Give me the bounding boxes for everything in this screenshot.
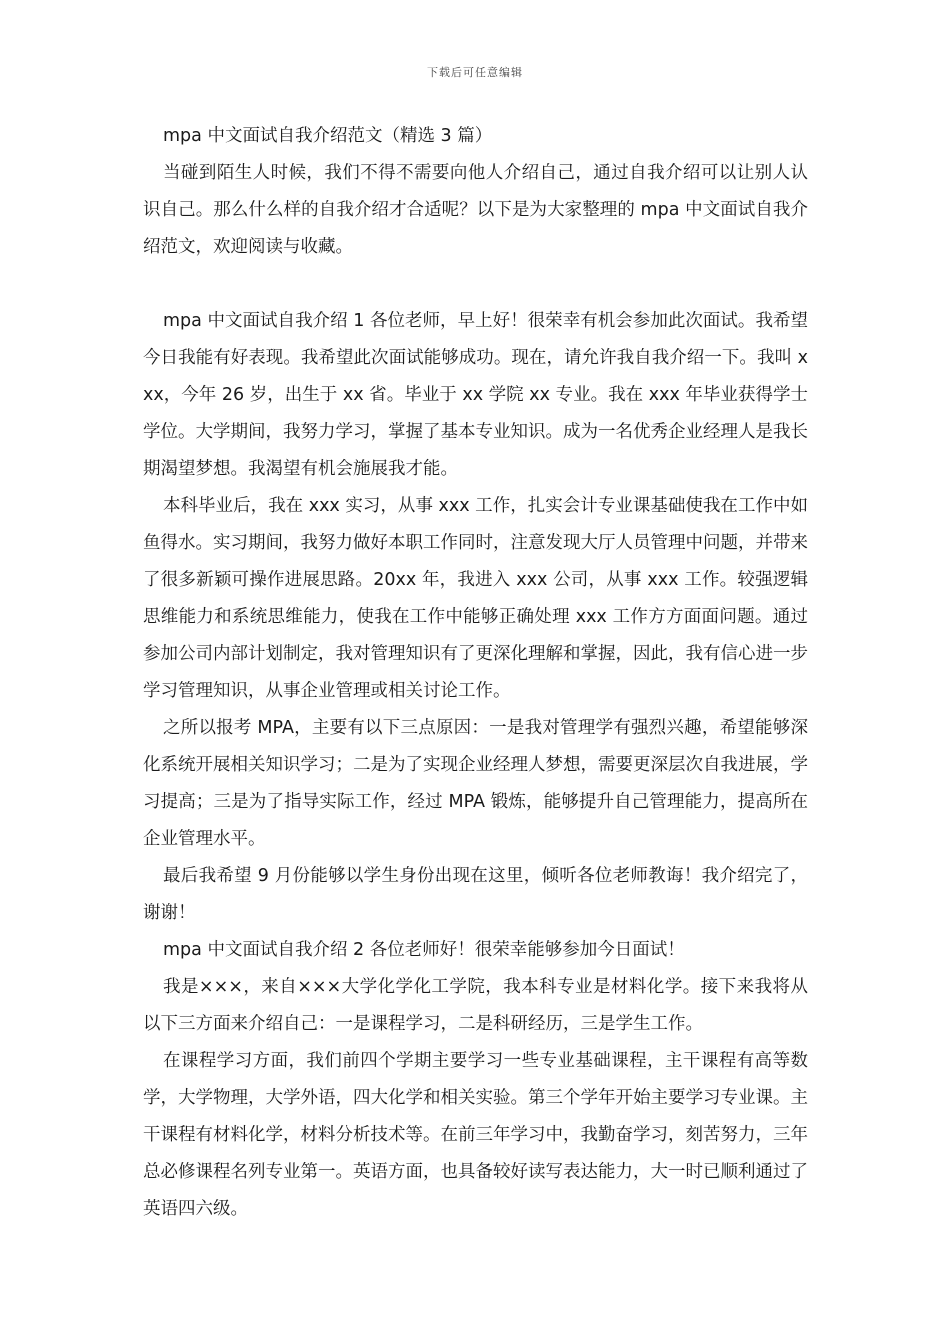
paragraph-intro-2: mpa 中文面试自我介绍 2 各位老师好！很荣幸能够参加今日面试！ — [163, 940, 685, 960]
header-note: 下载后可任意编辑 — [427, 66, 523, 79]
paragraph-mpa-reasons: 之所以报考 MPA，主要有以下三点原因：一是我对管理学有强烈兴趣，希望能够深化系统开展相关知识学习；二是为了实现企业经理人梦想，需要更深层次自我进展，学习提高；三是为了指导实际工作，经过 MPA 锻炼，能够提升自己管理能力，提高所在企业管理水平。 — [143, 718, 808, 849]
blank-line — [143, 266, 808, 303]
document-body — [143, 118, 808, 1228]
paragraph-closing-1: 最后我希望 9 月份能够以学生身份出现在这里，倾听各位老师教诲！我介绍完了，谢谢！ — [143, 866, 808, 923]
document-title: mpa 中文面试自我介绍范文（精选 3 篇） — [163, 126, 493, 146]
paragraph-coursework: 在课程学习方面，我们前四个学期主要学习一些专业基础课程，主干课程有高等数学，大学物理，大学外语，四大化学和相关实验。第三个学年开始主要学习专业课。主干课程有材料化学，材料分析技术等。在前三年学习中，我勤奋学习，刻苦努力，三年总必修课程名列专业第一。英语方面，也具备较好读写表达能力，大一时已顺利通过了英语四六级。 — [143, 1051, 808, 1219]
paragraph-background: 我是×××，来自×××大学化学化工学院，我本科专业是材料化学。接下来我将从以下三方面来介绍自己：一是课程学习，二是科研经历，三是学生工作。 — [143, 977, 808, 1034]
paragraph-work-experience: 本科毕业后，我在 xxx 实习，从事 xxx 工作，扎实会计专业课基础使我在工作中如鱼得水。实习期间，我努力做好本职工作同时，注意发现大厅人员管理中问题，并带来了很多新颖可操作进展思路。20xx 年，我进入 xxx 公司，从事 xxx 工作。较强逻辑思维能力和系统思维能力，使我在工作中能够正确处理 xxx 工作方方面面问题。通过参加公司内部计划制定，我对管理知识有了更深化理解和掌握，因此，我有信心进一步学习管理知识，从事企业管理或相关讨论工作。 — [143, 496, 808, 701]
paragraph-intro-1: mpa 中文面试自我介绍 1 各位老师，早上好！很荣幸有机会参加此次面试。我希望今日我能有好表现。我希望此次面试能够成功。现在，请允许我自我介绍一下。我叫 xxx，今年 26 岁，出生于 xx 省。毕业于 xx 学院 xx 专业。我在 xxx 年毕业获得学士学位。大学期间，我努力学习，掌握了基本专业知识。成为一名优秀企业经理人是我长期渴望梦想。我渴望有机会施展我才能。 — [143, 311, 808, 479]
paragraph-intro: 当碰到陌生人时候，我们不得不需要向他人介绍自己，通过自我介绍可以让别人认识自己。那么什么样的自我介绍才合适呢？以下是为大家整理的 mpa 中文面试自我介绍范文，欢迎阅读与收藏。 — [143, 163, 808, 257]
